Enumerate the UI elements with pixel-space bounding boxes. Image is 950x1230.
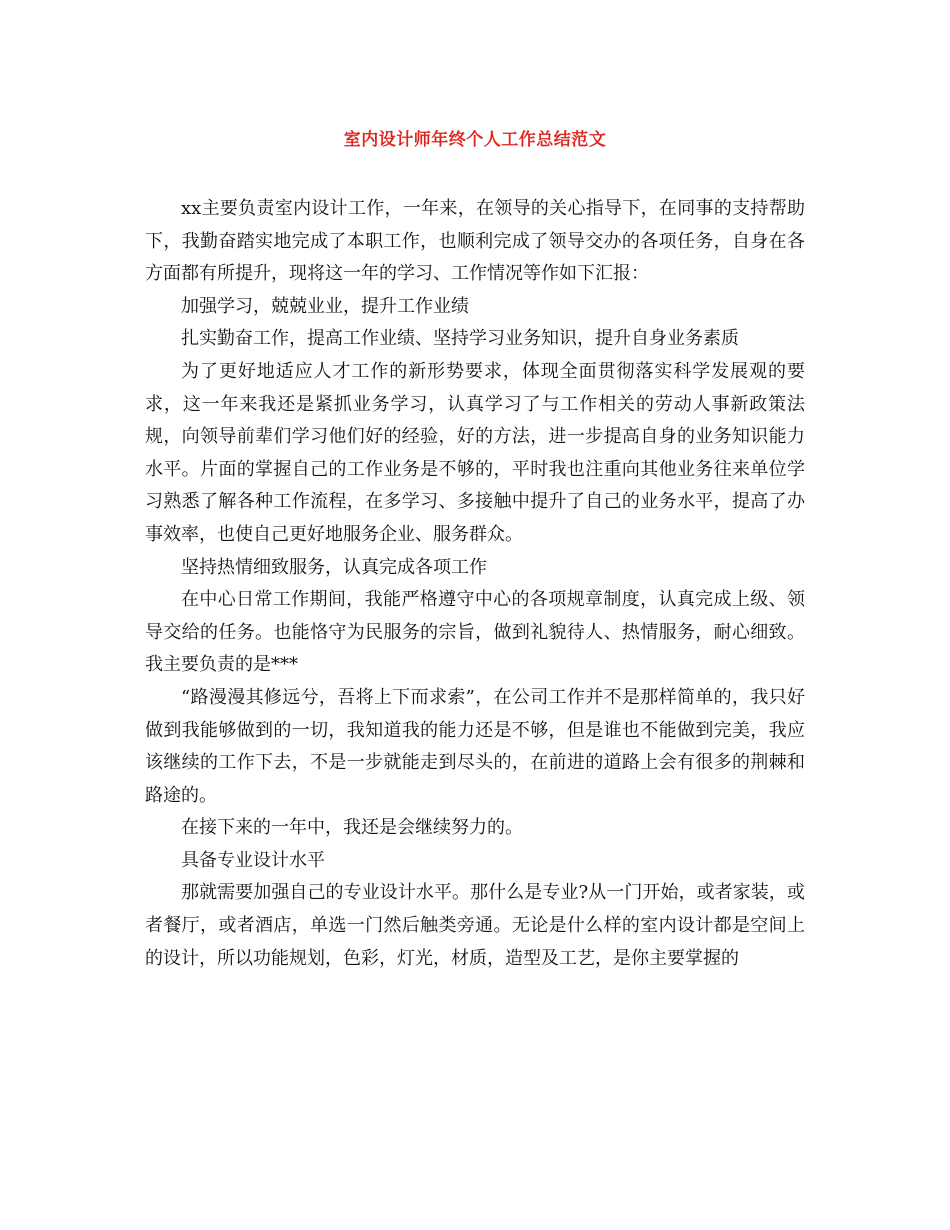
paragraph-study-detail: 为了更好地适应人才工作的新形势要求，体现全面贯彻落实科学发展观的要求，这一年来我还是紧抓业务学习，认真学习了与工作相关的劳动人事新政策法规，向领导前辈们学习他们好的经验，好的方法，进一步提高自身的业务知识能力水平。片面的掌握自己的工作业务是不够的，平时我也注重向其他业务往来单位学习熟悉了解各种工作流程，在多学习、多接触中提升了自己的业务水平，提高了办事效率，也使自己更好地服务企业、服务群众。 (145, 360, 805, 545)
paragraph-design-detail: 那就需要加强自己的专业设计水平。那什么是专业?从一门开始，或者家装，或者餐厅，或者酒店，单选一门然后触类旁通。无论是什么样的室内设计都是空间上的设计，所以功能规划，色彩，灯光，材质，造型及工艺，是你主要掌握的 (145, 882, 805, 969)
document-title: 室内设计师年终个人工作总结范文 (343, 130, 607, 150)
paragraph-heading-service: 坚持热情细致服务，认真完成各项工作 (181, 556, 487, 578)
paragraph-heading-study: 加强学习，兢兢业业，提升工作业绩 (181, 295, 469, 317)
paragraph-service-detail: 在中心日常工作期间，我能严格遵守中心的各项规章制度，认真完成上级、领导交给的任务。也能恪守为民服务的宗旨，做到礼貌待人、热情服务，耐心细致。我主要负责的是*** (145, 589, 805, 676)
paragraph-subheading-work: 扎实勤奋工作，提高工作业绩、坚持学习业务知识，提升自身业务素质 (181, 328, 739, 350)
document-body (145, 193, 805, 975)
paragraph-heading-design: 具备专业设计水平 (181, 849, 325, 871)
paragraph-quote: “路漫漫其修远兮，吾将上下而求索”，在公司工作并不是那样简单的，我只好做到我能够做到的一切，我知道我的能力还是不够，但是谁也不能做到完美，我应该继续的工作下去，不是一步就能走到尽头的，在前进的道路上会有很多的荆棘和路途的。 (145, 686, 805, 806)
paragraph-intro: xx主要负责室内设计工作，一年来，在领导的关心指导下，在同事的支持帮助下，我勤奋踏实地完成了本职工作，也顺利完成了领导交办的各项任务，自身在各方面都有所提升，现将这一年的学习、工作情况等作如下汇报： (145, 198, 805, 285)
paragraph-next-year: 在接下来的一年中，我还是会继续努力的。 (181, 817, 523, 839)
